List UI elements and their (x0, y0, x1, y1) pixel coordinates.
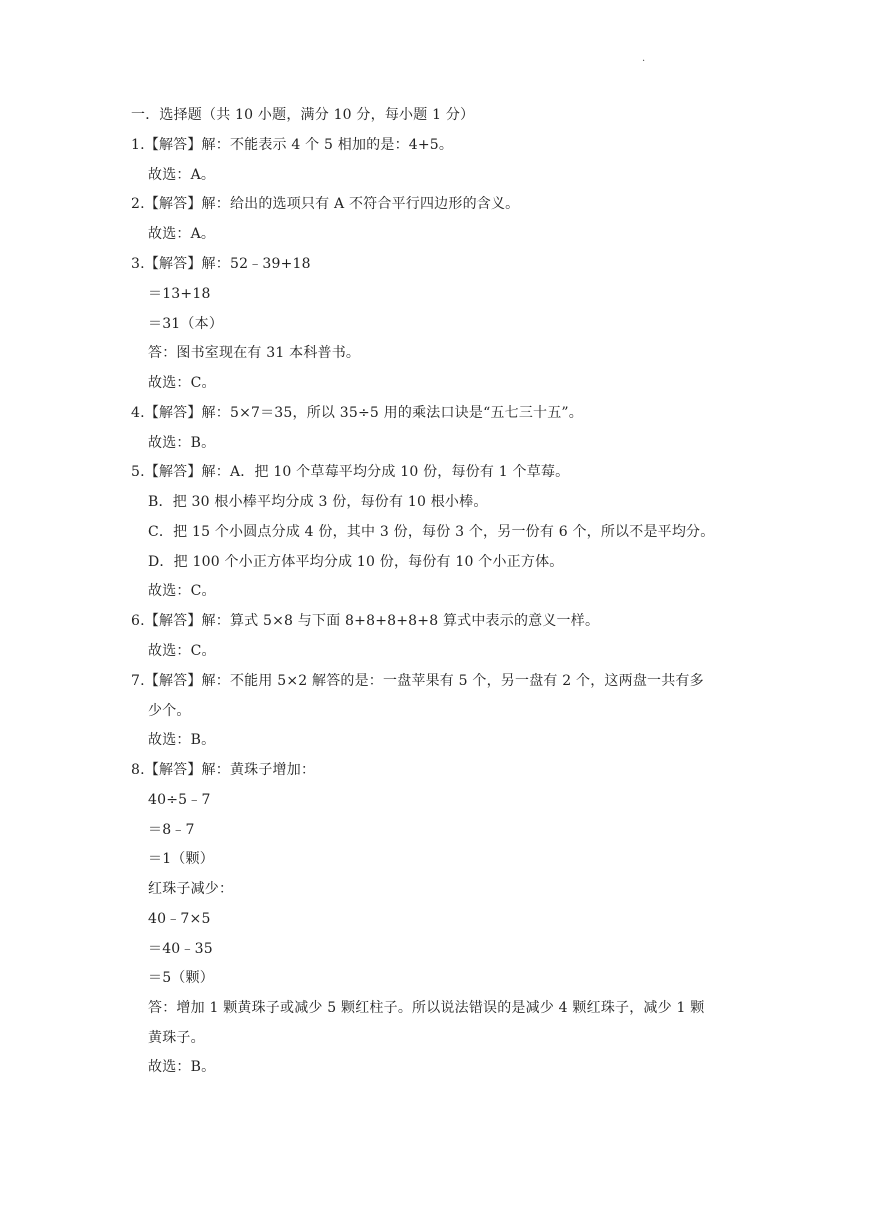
answer-line-q2-choice: 故选：A。 (148, 226, 216, 242)
answer-line-q5-choice: 故选：C。 (148, 583, 216, 599)
answer-line-q8-step6: ＝5（颗） (148, 970, 214, 986)
answer-line-q5: 5.【解答】解：A．把 10 个草莓平均分成 10 份，每份有 1 个草莓。 (131, 464, 570, 480)
answer-line-q8-step5: ＝40﹣35 (148, 941, 213, 957)
answer-line-q8-choice: 故选：B。 (148, 1059, 216, 1075)
answer-line-q3-choice: 故选：C。 (148, 375, 216, 391)
answer-line-q8: 8.【解答】解：黄珠子增加： (131, 762, 316, 778)
answer-line-q7-choice: 故选：B。 (148, 732, 216, 748)
answer-line-q8-step3: ＝1（颗） (148, 851, 214, 867)
answer-line-q3-step1: ＝13+18 (148, 286, 211, 302)
section-title: 一．选择题（共 10 小题，满分 10 分，每小题 1 分） (131, 107, 475, 123)
answer-line-q8-step1: 40÷5﹣7 (148, 792, 211, 808)
answer-line-q6: 6.【解答】解：算式 5×8 与下面 8+8+8+8+8 算式中表示的意义一样。 (131, 613, 600, 629)
answer-line-q7-cont: 少个。 (148, 703, 191, 719)
answer-line-q5-d: D．把 100 个小正方体平均分成 10 份，每份有 10 个小正方体。 (148, 554, 564, 570)
answer-line-q3-answer: 答：图书室现在有 31 本科普书。 (148, 345, 361, 361)
corner-mark: · (642, 56, 646, 67)
answer-line-q8-red-label: 红珠子减少： (148, 881, 234, 897)
answer-line-q5-b: B．把 30 根小棒平均分成 3 份，每份有 10 根小棒。 (148, 494, 488, 510)
answer-line-q4-choice: 故选：B。 (148, 435, 216, 451)
answer-line-q1-choice: 故选：A。 (148, 167, 216, 183)
answer-line-q8-step4: 40﹣7×5 (148, 911, 211, 927)
answer-line-q3: 3.【解答】解：52﹣39+18 (131, 256, 311, 272)
answer-line-q4: 4.【解答】解：5×7＝35，所以 35÷5 用的乘法口诀是“五七三十五”。 (131, 405, 583, 421)
answer-line-q8-answer-cont: 黄珠子。 (148, 1030, 205, 1046)
answer-line-q8-answer: 答：增加 1 颗黄珠子或减少 5 颗红柱子。所以说法错误的是减少 4 颗红珠子，减少 1 颗 (148, 1000, 705, 1016)
answer-line-q6-choice: 故选：C。 (148, 643, 216, 659)
answer-line-q5-c: C．把 15 个小圆点分成 4 份，其中 3 份，每份 3 个，另一份有 6 个，所以不是平均分。 (148, 524, 715, 540)
answer-line-q8-step2: ＝8﹣7 (148, 822, 195, 838)
answer-line-q7: 7.【解答】解：不能用 5×2 解答的是：一盘苹果有 5 个，另一盘有 2 个，这两盘一共有多 (131, 673, 704, 689)
answer-line-q1: 1.【解答】解：不能表示 4 个 5 相加的是：4+5。 (131, 137, 454, 153)
answer-line-q3-step2: ＝31（本） (148, 316, 224, 332)
answer-line-q2: 2.【解答】解：给出的选项只有 A 不符合平行四边形的含义。 (131, 196, 520, 212)
